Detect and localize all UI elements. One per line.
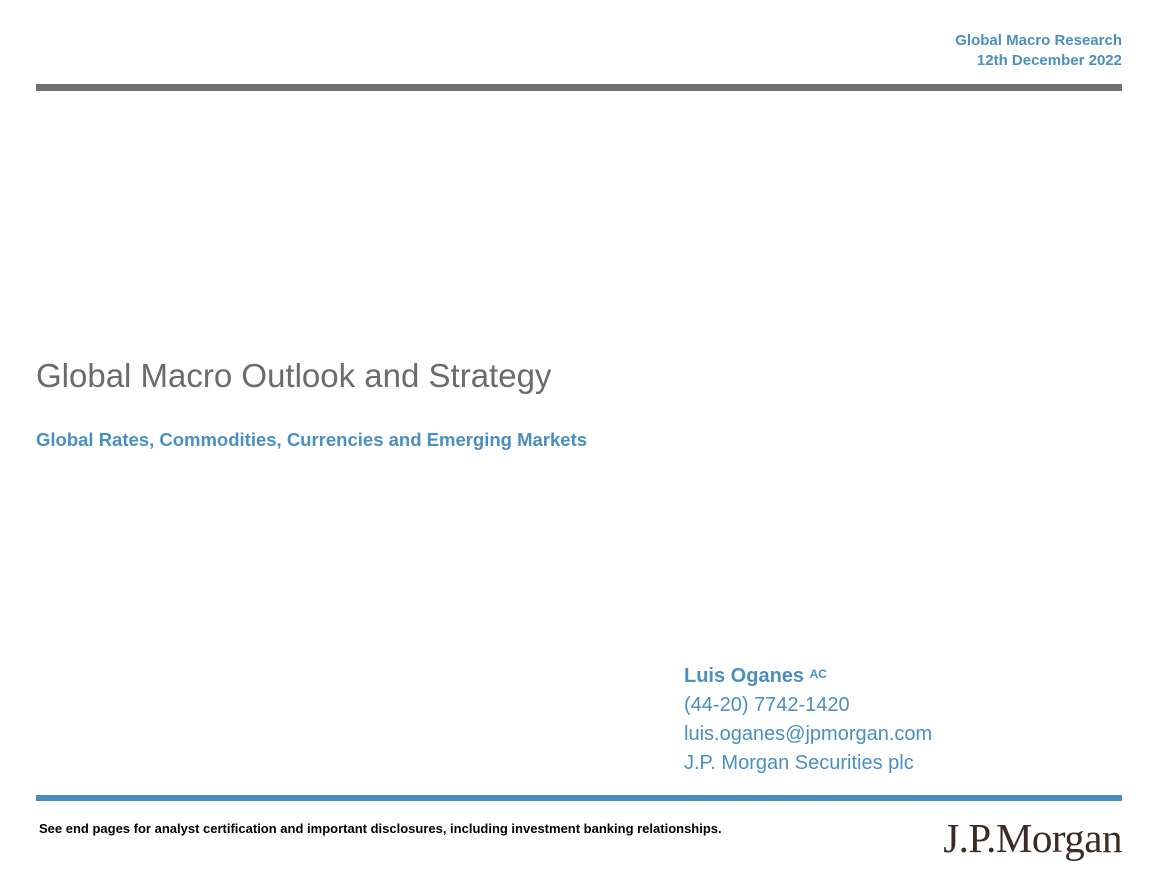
- top-divider: [36, 84, 1122, 91]
- analyst-email: luis.oganes@jpmorgan.com: [684, 723, 933, 745]
- analyst-name: Luis Oganes: [684, 665, 805, 687]
- page-title: Global Macro Outlook and Strategy: [36, 357, 552, 394]
- analyst-contact: [684, 662, 932, 778]
- report-header: [955, 31, 1122, 71]
- bottom-divider: [36, 795, 1122, 801]
- analyst-certification-mark: AC: [809, 667, 827, 681]
- page-subtitle: Global Rates, Commodities, Currencies and Emerging Markets: [36, 429, 588, 450]
- report-series: Global Macro Research: [955, 32, 1122, 49]
- analyst-entity: J.P. Morgan Securities plc: [684, 752, 914, 774]
- report-date: 12th December 2022: [976, 52, 1122, 69]
- disclaimer-text: See end pages for analyst certification and important disclosures, including investment banking relationships.: [39, 821, 722, 836]
- analyst-name-line: [684, 662, 932, 691]
- jpmorgan-logo: J.P.Morgan: [943, 815, 1122, 861]
- analyst-phone: (44-20) 7742-1420: [684, 694, 850, 716]
